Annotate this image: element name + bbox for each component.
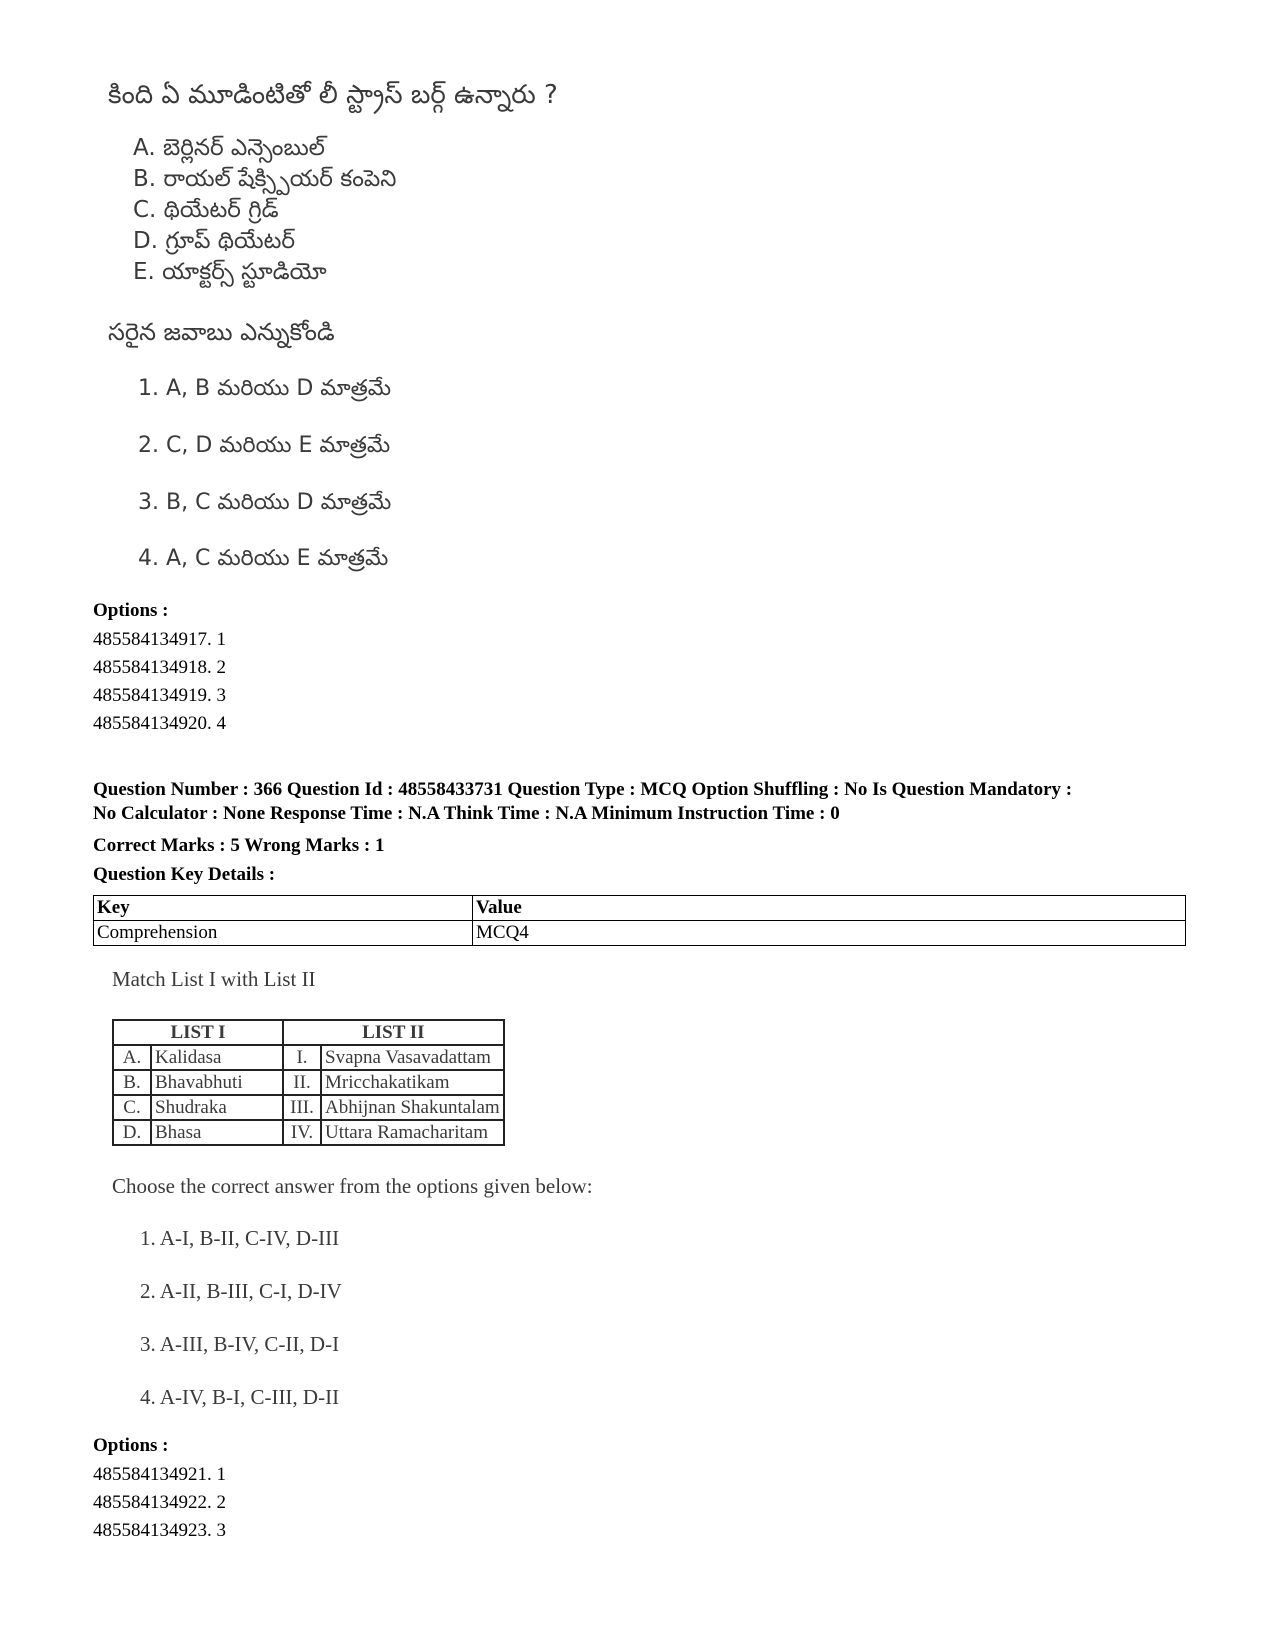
table-cell: B. [113,1070,151,1095]
answer-choice: 4. A, C మరియు E మాత్రమే [138,546,389,571]
answer-choice: 4. A-IV, B-I, C-III, D-II [140,1385,340,1409]
table-cell: Bhavabhuti [151,1070,283,1095]
option-id-line: 485584134919. 3 [93,685,226,706]
table-cell: MCQ4 [473,921,1186,946]
statement-item: E. యాక్టర్స్ స్టూడియో [133,259,327,285]
marks-line: Correct Marks : 5 Wrong Marks : 1 [93,835,385,856]
table-row [94,921,1186,946]
table-cell: I. [283,1045,321,1070]
table-cell: D. [113,1120,151,1145]
table-cell: II. [283,1070,321,1095]
table-cell: Svapna Vasavadattam [321,1045,504,1070]
options-label: Options : [93,1435,169,1456]
table-header-row [113,1020,504,1045]
option-id-line: 485584134917. 1 [93,629,226,650]
answer-choice: 1. A-I, B-II, C-IV, D-III [140,1226,340,1250]
answer-choice: 3. A-III, B-IV, C-II, D-I [140,1332,340,1356]
answer-choice: 1. A, B మరియు D మాత్రమే [138,376,391,401]
question-meta [93,778,1203,826]
statement-item: C. థియేటర్ గ్రిడ్ [133,197,279,223]
table-cell: A. [113,1045,151,1070]
answer-choice: 3. B, C మరియు D మాత్రమే [138,490,392,515]
option-id-line: 485584134922. 2 [93,1492,226,1513]
option-id-line: 485584134918. 2 [93,657,226,678]
table-cell: Shudraka [151,1095,283,1120]
choose-instruction-telugu: సరైన జవాబు ఎన్నుకోండి [108,318,335,346]
table-cell: Kalidasa [151,1045,283,1070]
table-header-cell: LIST I [113,1020,283,1045]
statement-item: B. రాయల్ షేక్స్పియర్ కంపెని [133,166,397,192]
statement-list [133,133,396,288]
key-details-label: Question Key Details : [93,864,276,885]
table-cell: Comprehension [94,921,473,946]
table-cell: Uttara Ramacharitam [321,1120,504,1145]
table-row [113,1095,504,1120]
choose-instruction: Choose the correct answer from the options given below: [112,1174,593,1198]
options-label: Options : [93,600,169,621]
statement-item: A. బెర్లినర్ ఎన్సెంబుల్ [133,135,325,161]
answer-choice: 2. C, D మరియు E మాత్రమే [138,433,391,458]
option-id-line: 485584134920. 4 [93,713,226,734]
option-id-line: 485584134921. 1 [93,1464,226,1485]
table-row [113,1045,504,1070]
table-cell: Mricchakatikam [321,1070,504,1095]
question-meta-line: No Calculator : None Response Time : N.A Think Time : N.A Minimum Instruction Time : 0 [93,803,840,824]
table-row [113,1070,504,1095]
statement-item: D. గ్రూప్ థియేటర్ [133,228,295,254]
table-cell: C. [113,1095,151,1120]
match-instruction: Match List I with List II [112,967,316,991]
table-header-cell: LIST II [283,1020,504,1045]
table-cell: Bhasa [151,1120,283,1145]
table-cell: III. [283,1095,321,1120]
question-meta-line: Question Number : 366 Question Id : 48558433731 Question Type : MCQ Option Shuffling : No Is Question Mandatory : [93,779,1073,800]
question-key-table [93,895,1186,946]
table-cell: Abhijnan Shakuntalam [321,1095,504,1120]
option-id-line: 485584134923. 3 [93,1520,226,1541]
match-list-table [112,1019,505,1146]
question-text-telugu: కింది ఏ మూడింటితో లీ స్ట్రాస్ బర్గ్ ఉన్నారు ? [108,80,558,110]
table-header-row [94,896,1186,921]
table-row [113,1120,504,1145]
table-header-cell: Key [94,896,473,921]
table-header-cell: Value [473,896,1186,921]
table-cell: IV. [283,1120,321,1145]
answer-choice: 2. A-II, B-III, C-I, D-IV [140,1279,342,1303]
